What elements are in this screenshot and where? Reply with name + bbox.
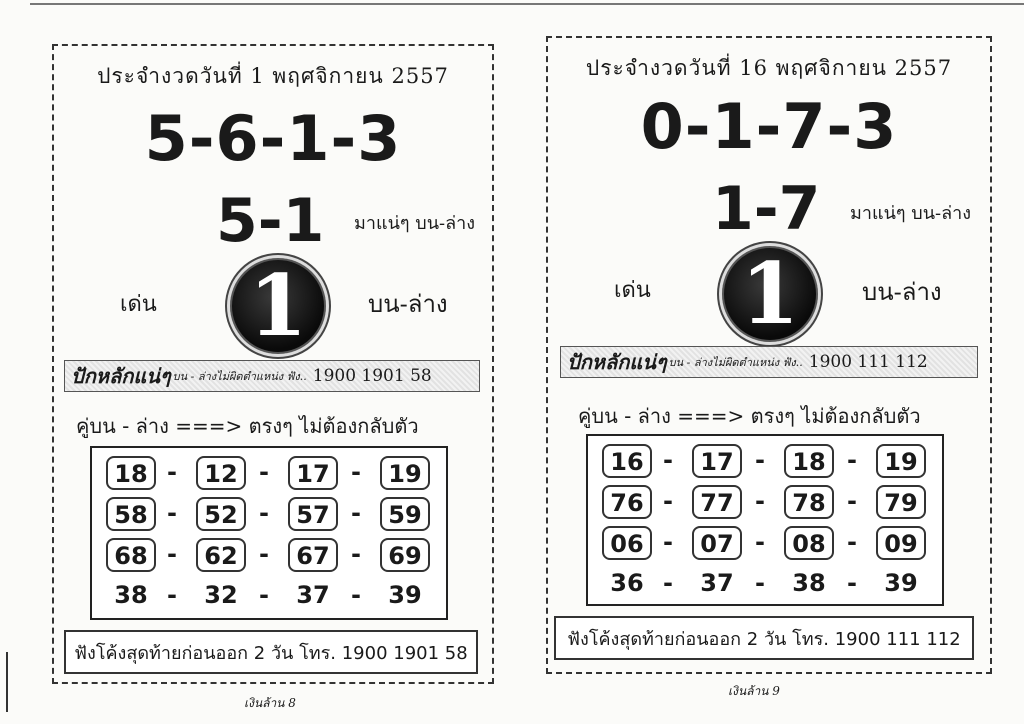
- grid-separator: -: [663, 528, 673, 556]
- grid-number: 67: [288, 538, 338, 572]
- grid-number: 19: [380, 456, 430, 490]
- grid-separator: -: [259, 540, 269, 568]
- grid-separator: -: [663, 487, 673, 515]
- right-featured-ball: [722, 246, 818, 342]
- left-number-grid: [90, 446, 448, 620]
- grid-row: [92, 579, 446, 619]
- grid-row: [588, 444, 942, 484]
- grid-number: 19: [876, 444, 926, 478]
- grid-separator: -: [755, 569, 765, 597]
- scan-margin-mark: [6, 652, 8, 712]
- right-pair-header: คู่บน - ล่าง ===> ตรงๆ ไม่ต้องกลับตัว: [578, 404, 921, 428]
- grid-separator: -: [167, 540, 177, 568]
- right-banner-phone: 1900 111 112: [808, 352, 928, 372]
- right-two-digit-number: 1-7: [712, 174, 821, 244]
- grid-number: 52: [196, 497, 246, 531]
- grid-number: 06: [602, 526, 652, 560]
- grid-row: [588, 526, 942, 566]
- grid-row: [92, 538, 446, 578]
- grid-separator: -: [259, 581, 269, 609]
- grid-separator: -: [847, 569, 857, 597]
- grid-row: [92, 456, 446, 496]
- grid-number: 36: [610, 569, 644, 597]
- grid-number: 77: [692, 485, 742, 519]
- grid-number: 39: [884, 569, 918, 597]
- right-sure-banner: [560, 346, 978, 378]
- grid-separator: -: [847, 528, 857, 556]
- right-footer-hotline: ฟังโค้งสุดท้ายก่อนออก 2 วัน โทร. 1900 111 112: [554, 616, 974, 660]
- grid-separator: -: [167, 499, 177, 527]
- left-pair-header: คู่บน - ล่าง ===> ตรงๆ ไม่ต้องกลับตัว: [76, 414, 419, 438]
- right-banner-title: ปักหลักแน่ๆ: [567, 350, 667, 374]
- grid-separator: -: [755, 446, 765, 474]
- grid-number: 18: [784, 444, 834, 478]
- right-featured-digit: 1: [740, 244, 800, 343]
- grid-number: 79: [876, 485, 926, 519]
- grid-number: 09: [876, 526, 926, 560]
- grid-separator: -: [351, 458, 361, 486]
- grid-number: 17: [288, 456, 338, 490]
- left-page-number: เงินล้าน 8: [244, 696, 296, 710]
- grid-number: 38: [114, 581, 148, 609]
- grid-number: 57: [288, 497, 338, 531]
- left-main-number: 5-6-1-3: [144, 102, 402, 175]
- right-top-bottom-label: บน-ล่าง: [862, 278, 942, 306]
- right-sure-label: มาแน่ๆ บน-ล่าง: [850, 203, 972, 224]
- grid-number: 16: [602, 444, 652, 478]
- grid-separator: -: [755, 528, 765, 556]
- grid-separator: -: [351, 540, 361, 568]
- grid-number: 39: [388, 581, 422, 609]
- grid-number: 08: [784, 526, 834, 560]
- grid-separator: -: [167, 581, 177, 609]
- left-featured-digit: 1: [248, 256, 308, 355]
- grid-number: 68: [106, 538, 156, 572]
- right-draw-date-title: ประจำงวดวันที่ 16 พฤศจิกายน 2557: [585, 56, 953, 80]
- grid-separator: -: [847, 446, 857, 474]
- grid-separator: -: [259, 458, 269, 486]
- right-page-number: เงินล้าน 9: [728, 684, 780, 698]
- grid-number: 07: [692, 526, 742, 560]
- grid-row: [92, 497, 446, 537]
- right-main-number: 0-1-7-3: [640, 90, 898, 163]
- right-number-grid: [586, 434, 944, 606]
- right-lottery-panel: [546, 36, 992, 674]
- grid-separator: -: [663, 569, 673, 597]
- grid-number: 32: [204, 581, 238, 609]
- grid-number: 76: [602, 485, 652, 519]
- grid-separator: -: [663, 446, 673, 474]
- grid-row: [588, 567, 942, 607]
- grid-row: [588, 485, 942, 525]
- left-sure-label: มาแน่ๆ บน-ล่าง: [354, 213, 476, 234]
- left-lottery-panel: [52, 44, 494, 684]
- grid-separator: -: [351, 499, 361, 527]
- right-featured-label: เด่น: [614, 278, 651, 303]
- left-two-digit-number: 5-1: [216, 186, 325, 256]
- left-featured-label: เด่น: [120, 292, 157, 317]
- grid-number: 37: [700, 569, 734, 597]
- scan-top-edge: [30, 3, 1024, 5]
- left-banner-phone: 1900 1901 58: [312, 366, 432, 386]
- grid-number: 37: [296, 581, 330, 609]
- grid-number: 18: [106, 456, 156, 490]
- grid-separator: -: [755, 487, 765, 515]
- right-banner-subtext: บน - ล่างไม่ผิดตำแหน่ง ฟัง..: [668, 356, 803, 369]
- grid-number: 69: [380, 538, 430, 572]
- left-footer-hotline: ฟังโค้งสุดท้ายก่อนออก 2 วัน โทร. 1900 1901 58: [64, 630, 478, 674]
- grid-number: 12: [196, 456, 246, 490]
- grid-separator: -: [167, 458, 177, 486]
- grid-number: 59: [380, 497, 430, 531]
- grid-number: 38: [792, 569, 826, 597]
- left-draw-date-title: ประจำงวดวันที่ 1 พฤศจิกายน 2557: [97, 64, 449, 88]
- grid-number: 62: [196, 538, 246, 572]
- left-banner-subtext: บน - ล่างไม่ผิดตำแหน่ง ฟัง..: [172, 370, 307, 383]
- grid-number: 78: [784, 485, 834, 519]
- grid-separator: -: [351, 581, 361, 609]
- left-sure-banner: [64, 360, 480, 392]
- grid-separator: -: [259, 499, 269, 527]
- grid-number: 17: [692, 444, 742, 478]
- left-top-bottom-label: บน-ล่าง: [368, 290, 448, 318]
- grid-number: 58: [106, 497, 156, 531]
- left-banner-title: ปักหลักแน่ๆ: [71, 364, 171, 388]
- grid-separator: -: [847, 487, 857, 515]
- left-featured-ball: [230, 258, 326, 354]
